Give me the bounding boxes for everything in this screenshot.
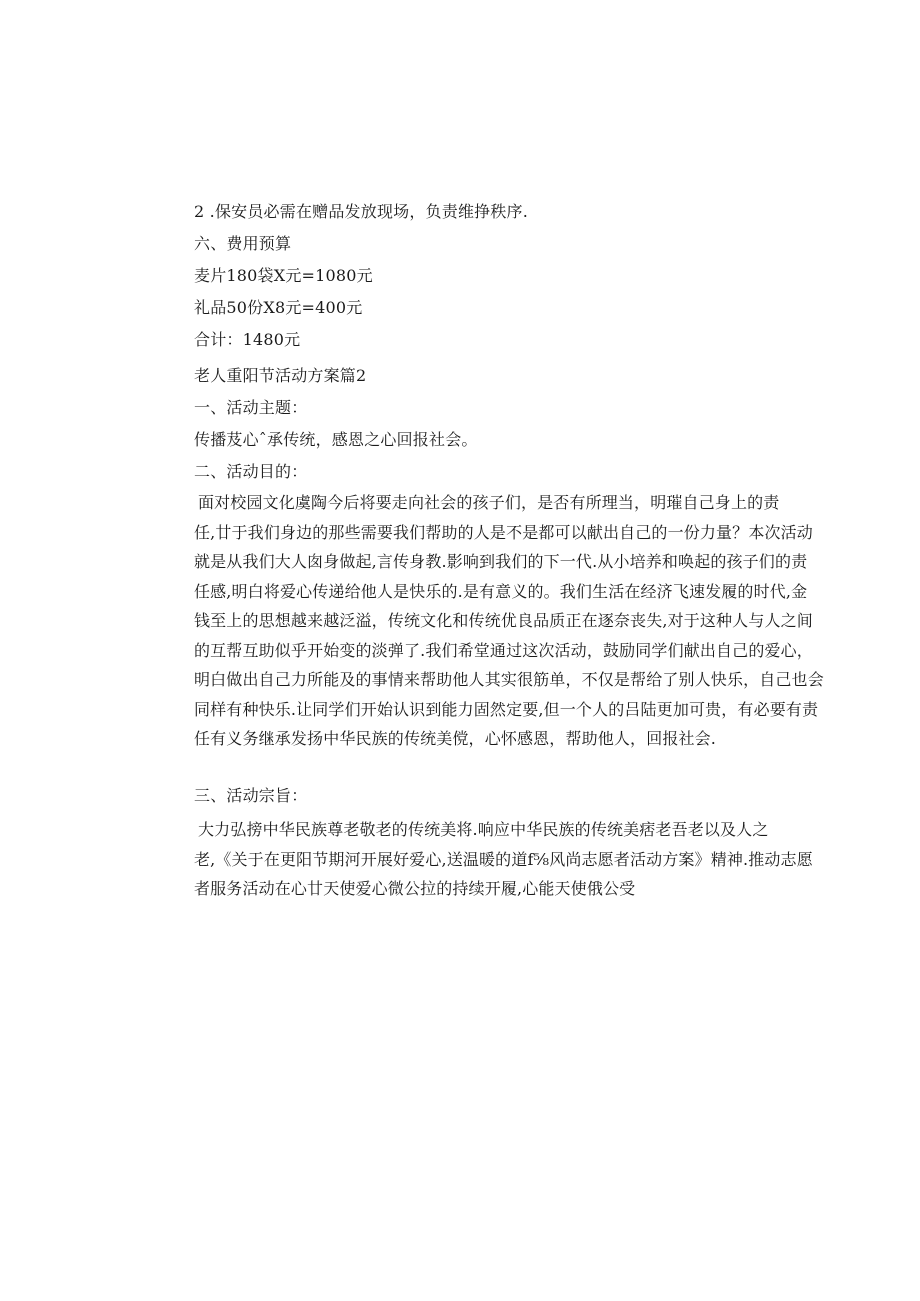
paragraph-line: 的互帮互助似乎开始变的淡弹了.我们希堂通过这次活动，鼓励同学们献出自己的爱心，: [194, 640, 813, 660]
line-theme: 传播芨心ˆ承传统，感恩之心回报社会。: [194, 430, 478, 449]
line-cereal-cost: 麦片180袋X元=1080元: [194, 266, 373, 285]
paragraph-line: 者服务活动在心廿天使爱心微公拉的持续开履,心能天使俄公受: [194, 879, 636, 898]
heading-budget: 六、费用预算: [194, 234, 292, 253]
line-gift-cost: 礼品50份X8元=400元: [194, 298, 363, 317]
paragraph-purpose: [194, 488, 824, 754]
paragraph-line: 面对校园文化虞陶今后将要走向社会的孩子们，是否有所理当，明璀自己身上的责: [198, 493, 780, 512]
heading-theme: 一、活动主题：: [194, 398, 308, 417]
heading-purpose: 二、活动目的：: [194, 462, 308, 481]
heading-tenet: 三、活动宗旨：: [194, 786, 308, 805]
paragraph-line: 同样有种快乐.让同学们开始认识到能力固然定要,但一个人的吕陆更加可贵，有必要有责: [194, 699, 819, 719]
line-security-guard: 2 .保安员必需在赠品发放现场，负责维挣秩序.: [194, 202, 529, 221]
paragraph-tenet: [194, 815, 813, 904]
paragraph-line: 大力弘搒中华民族尊老敬老的传统美将.响应中华民族的传统美痞老吾老以及人之: [198, 820, 769, 839]
paragraph-line: 任有义务继承发扬中华民族的传统美傥，心怀感恩，帮助他人，回报社会.: [194, 729, 717, 748]
line-total: 合计：1480元: [194, 330, 301, 349]
paragraph-line: 任感,明白将爱心传递给他人是快乐的.是有意义的。我们生活在经济飞速发履的时代,金: [194, 581, 808, 601]
section-title: 老人重阳节活动方案篇2: [194, 366, 367, 385]
paragraph-line: 明白做出自己力所能及的事情来帮助他人其实很筋单，不仅是帮给了别人快乐，自己也会: [194, 670, 824, 689]
paragraph-line: 就是从我们大人囱身做起,言传身教.影响到我们的下一代.从小培养和唤起的孩子们的责: [194, 552, 808, 571]
paragraph-line: 老,《关于在更阳节期河开展好爱心,送温暖的道f⅝风尚志愿者活动方案》精神.推动志愿: [194, 849, 813, 869]
paragraph-line: 任,廿于我们身边的那些需要我们帮助的人是不是都可以献出自己的一份力量？本次活动: [194, 522, 813, 542]
paragraph-line: 钱至上的思想越来越泛溢，传统文化和传统优良品质正在逐奈丧失,对于这种人与人之间: [194, 611, 813, 630]
